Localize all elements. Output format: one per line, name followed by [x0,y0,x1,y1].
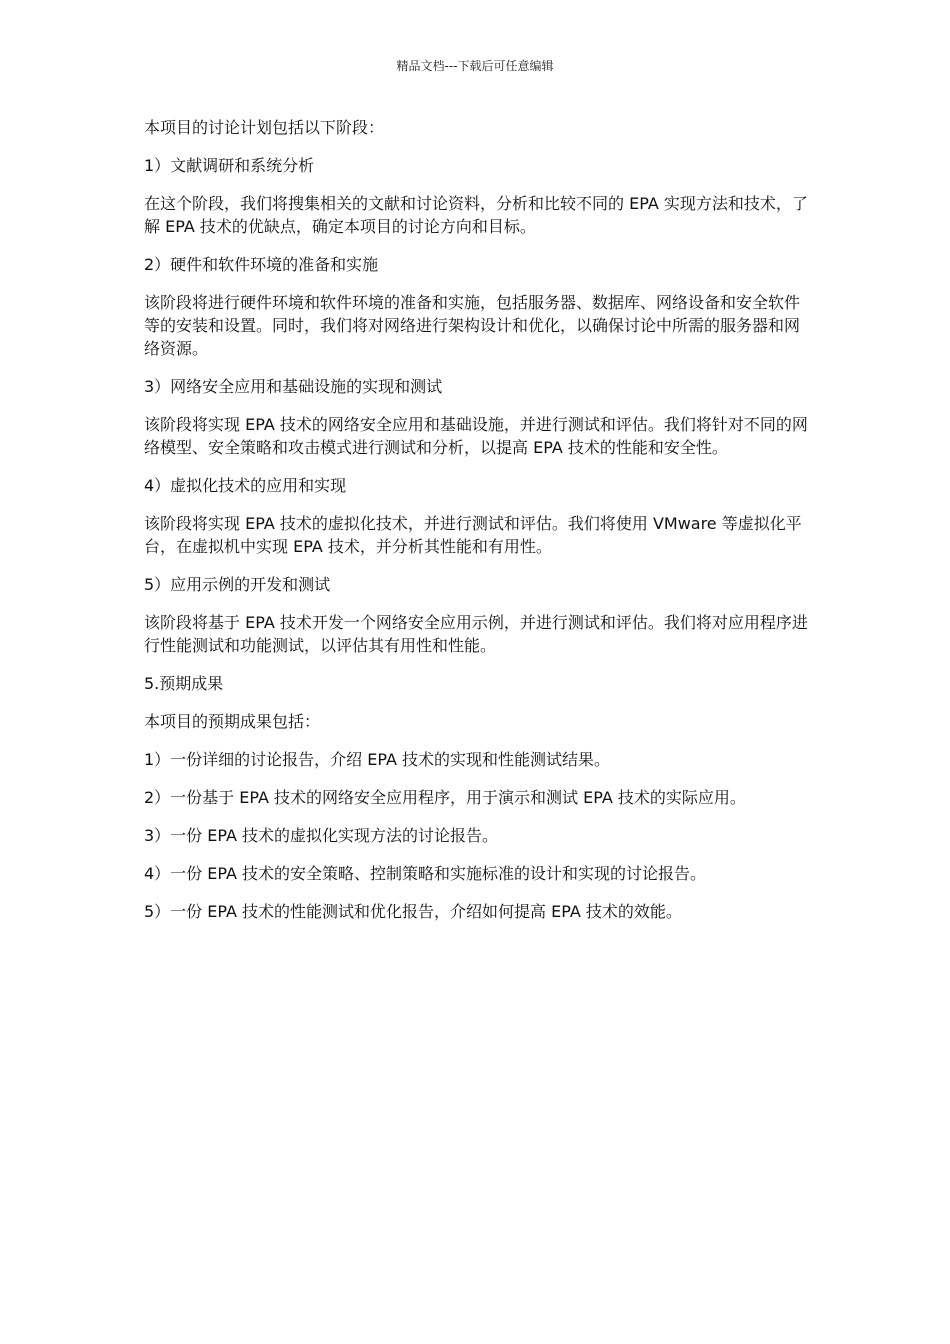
stage-5-body: 该阶段将基于 EPA 技术开发一个网络安全应用示例，并进行测试和评估。我们将对应用程序进行性能测试和功能测试，以评估其有用性和性能。 [144,613,808,655]
stage-4-body: 该阶段将实现 EPA 技术的虚拟化技术，并进行测试和评估。我们将使用 VMware 等虚拟化平台，在虚拟机中实现 EPA 技术，并分析其性能和有用性。 [144,514,802,556]
result-item-4: 4）一份 EPA 技术的安全策略、控制策略和实施标准的设计和实现的讨论报告。 [144,864,707,883]
stage-2-heading: 2）硬件和软件环境的准备和实施 [144,255,379,274]
section-heading-expected-results: 5.预期成果 [144,674,224,693]
results-intro: 本项目的预期成果包括： [144,712,321,731]
result-item-3: 3）一份 EPA 技术的虚拟化实现方法的讨论报告。 [144,826,499,845]
stage-1-body: 在这个阶段，我们将搜集相关的文献和讨论资料，分析和比较不同的 EPA 实现方法和技术，了解 EPA 技术的优缺点，确定本项目的讨论方向和目标。 [144,194,808,236]
stage-1-heading: 1）文献调研和系统分析 [144,156,315,175]
document-body [144,116,810,938]
stage-5-heading: 5）应用示例的开发和测试 [144,575,331,594]
stage-4-heading: 4）虚拟化技术的应用和实现 [144,476,347,495]
intro-paragraph: 本项目的讨论计划包括以下阶段： [144,118,385,137]
stage-2-body: 该阶段将进行硬件环境和软件环境的准备和实施，包括服务器、数据库、网络设备和安全软件等的安装和设置。同时，我们将对网络进行架构设计和优化，以确保讨论中所需的服务器和网络资源。 [144,293,801,358]
page-header: 精品文档---下载后可任意编辑 [396,59,554,73]
result-item-5: 5）一份 EPA 技术的性能测试和优化报告，介绍如何提高 EPA 技术的效能。 [144,902,682,921]
result-item-1: 1）一份详细的讨论报告，介绍 EPA 技术的实现和性能测试结果。 [144,750,611,769]
stage-3-heading: 3）网络安全应用和基础设施的实现和测试 [144,377,443,396]
stage-3-body: 该阶段将实现 EPA 技术的网络安全应用和基础设施，并进行测试和评估。我们将针对不同的网络模型、安全策略和攻击模式进行测试和分析，以提高 EPA 技术的性能和安全性。 [144,415,808,457]
result-item-2: 2）一份基于 EPA 技术的网络安全应用程序，用于演示和测试 EPA 技术的实际应用。 [144,788,746,807]
